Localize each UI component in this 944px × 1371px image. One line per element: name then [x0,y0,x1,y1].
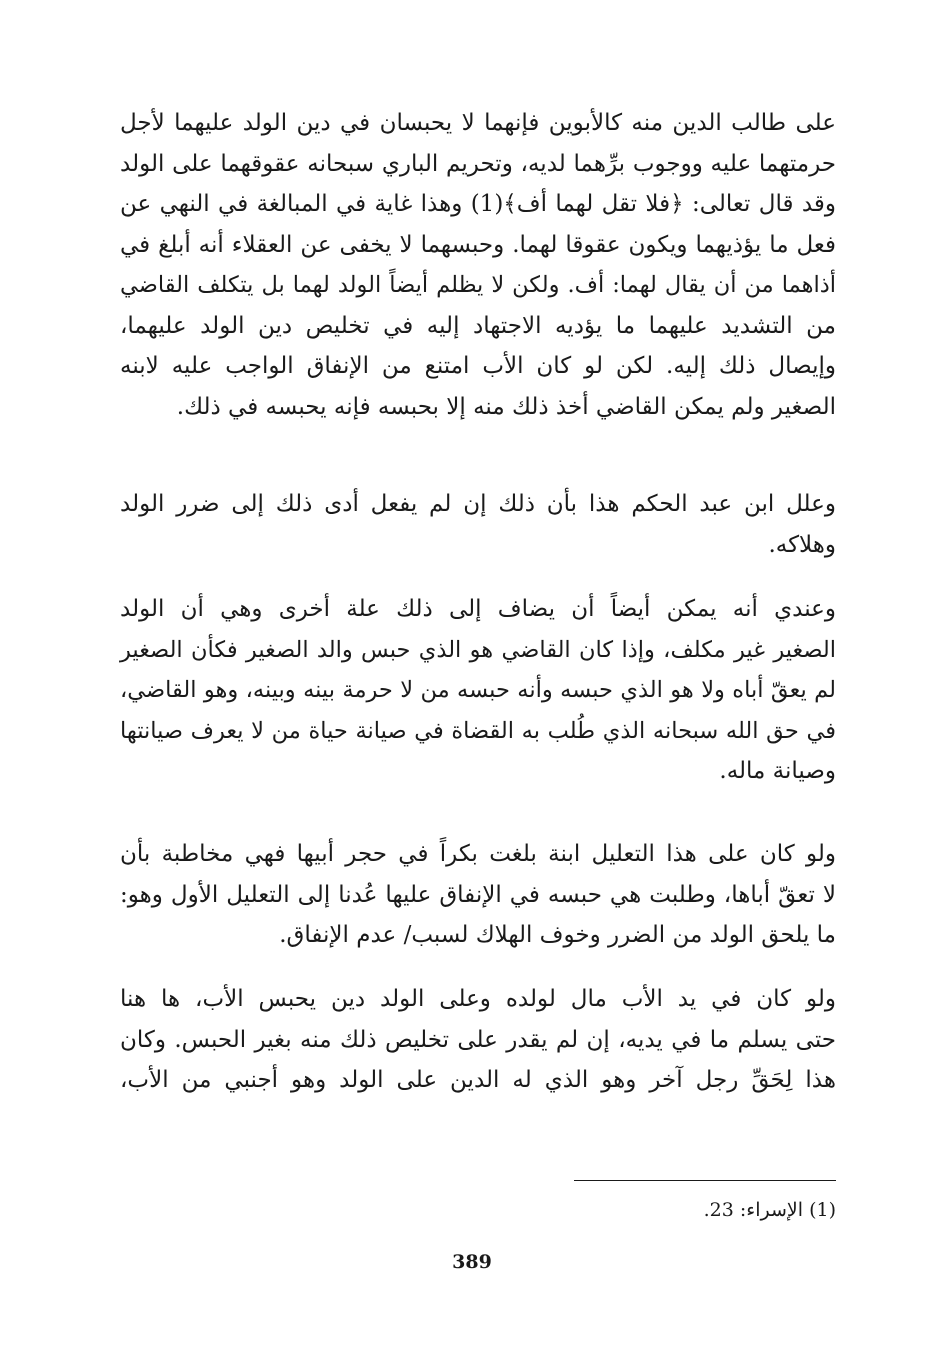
paragraph-4 [120,834,836,956]
text-line: لا تعقّ أباها، وطلبت هي حبسه في الإنفاق عليها عُدنا إلى التعليل الأول وهو: [120,881,836,908]
text-line: الصغير ولم يمكن القاضي أخذ ذلك منه إلا بحبسه فإنه يحبسه في ذلك. [176,393,836,420]
footnote-divider [574,1180,836,1181]
text-line: أذاهما من أن يقال لهما: أف. ولكن لا يظلم أيضاً الولد لهما بل يتكلف القاضي [120,272,836,298]
text-line: حرمتهما عليه ووجوب برِّهما لديه، وتحريم الباري سبحانه عقوقهما على الولد [120,150,836,177]
text-line: ولو كان على هذا التعليل ابنة بلغت بكراً في حجر أبيها فهي مخاطبة بأن [120,841,836,867]
text-line: ما يلحق الولد من الضرر وخوف الهلاك لسبب/ عدم الإنفاق. [279,922,836,948]
text-line: وقد قال تعالى: ﴿فلا تقل لهما أف﴾(1) وهذا غاية في المبالغة في النهي عن [120,191,836,217]
text-line: وعندي أنه يمكن أيضاً أن يضاف إلى ذلك علة أخرى وهي أن الولد [120,596,836,622]
text-line: حتى يسلم ما في يديه، إن لم يقدر على تخليص ذلك منه بغير الحبس. وكان [120,1026,836,1053]
footnote: (1) الإسراء: 23. [703,1199,836,1221]
text-line: وإيصال ذلك إليه. لكن لو كان الأب امتنع من الإنفاق الواجب عليه لابنه [120,353,836,379]
paragraph-1 [120,103,836,427]
page-number: 389 [452,1251,492,1273]
text-line: في حق الله سبحانه الذي طُلب به القضاة في صيانة حياة من لا يعرف صيانتها [120,717,836,744]
text-line: وعلل ابن عبد الحكم هذا بأن ذلك إن لم يفعل أدى ذلك إلى ضرر الولد [120,491,836,517]
text-line: من التشديد عليهما ما يؤديه الاجتهاد إليه في تخليص دين الولد عليهما، [120,312,836,339]
text-line: فعل ما يؤذيهما ويكون عقوقا لهما. وحبسهما لا يخفى عن العقلاء أنه أبلغ في [120,231,836,258]
paragraph-2 [120,484,836,565]
text-line: الصغير غير مكلف، وإذا كان القاضي هو الذي حبس والد الصغير فكأن الصغير [120,636,836,663]
paragraph-3 [120,589,836,792]
text-line: على طالب الدين منه كالأبوين فإنهما لا يحبسان في دين الولد عليهما لأجل [120,110,836,136]
paragraph-5 [120,979,836,1101]
text-line: هذا لِحَقِّ رجل آخر وهو الذي له الدين على الولد وهو أجنبي من الأب، [120,1067,836,1093]
text-line: ولو كان في يد الأب مال لولده وعلى الولد دين يحبس الأب، ها هنا [120,986,836,1012]
text-line: وصيانة ماله. [719,758,836,784]
text-line: وهلاكه. [768,531,836,558]
text-line: لم يعقّ أباه ولا هو الذي حبسه وأنه حبسه من لا حرمة بينه وبينه، وهو القاضي، [120,677,836,703]
